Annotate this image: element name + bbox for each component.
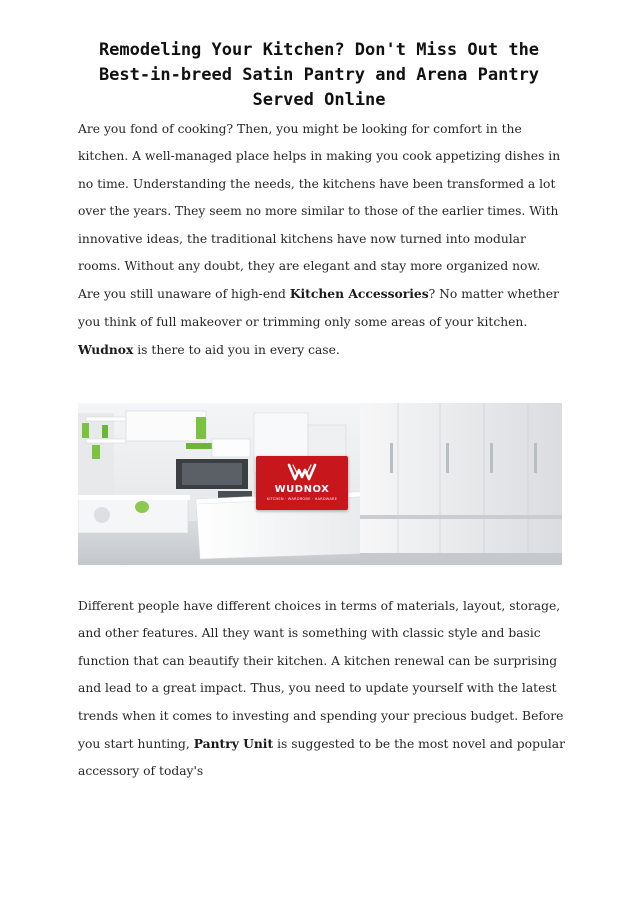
wudnox-w-mark-icon (287, 462, 317, 482)
wudnox-brand-term: Wudnox (78, 342, 134, 358)
choices-text-2: is suggested to be the most novel and popular accessory of today's (78, 737, 566, 779)
intro-text-3: is there to aid you in every case. (133, 343, 340, 358)
document-title: Remodeling Your Kitchen? Don't Miss Out the Best-in-breed Satin Pantry and Arena Pantry Served Online (98, 40, 540, 110)
pantry-unit-term: Pantry Unit (193, 736, 274, 752)
intro-paragraph (78, 116, 566, 365)
logo-wordmark: WUDNOX (274, 484, 330, 495)
intro-text-2: ? No matter whether you think of full makeover or trimming only some areas of your kitchen. (78, 287, 559, 329)
choices-text-1: Different people have different choices in terms of materials, layout, storage, and other features. All they want is something with classic style and basic function that can beautify their kitchen. A kitchen renewal can be surprising and lead to a great impact. Thus, you need to update yourself with the latest trends when it comes to investing and spending your precious budget. Before you start hunting, (78, 599, 564, 752)
kitchen-accessories-term: Kitchen Accessories (289, 286, 429, 302)
choices-paragraph (78, 593, 566, 786)
wudnox-logo (256, 456, 348, 510)
logo-tagline: KITCHEN · WARDROBE · HARDWARE (266, 497, 338, 501)
intro-text-1: Are you fond of cooking? Then, you might be looking for comfort in the kitchen. A well-managed place helps in making you cook appetizing dishes in no time. Understanding the needs, the kitchens have been transformed a lot over the years. They seem no more similar to those of the earlier times. With innovative ideas, the traditional kitchens have now turned into modular rooms. Without any doubt, they are elegant and stay more organized now. Are you still unaware of high-end (78, 122, 561, 302)
